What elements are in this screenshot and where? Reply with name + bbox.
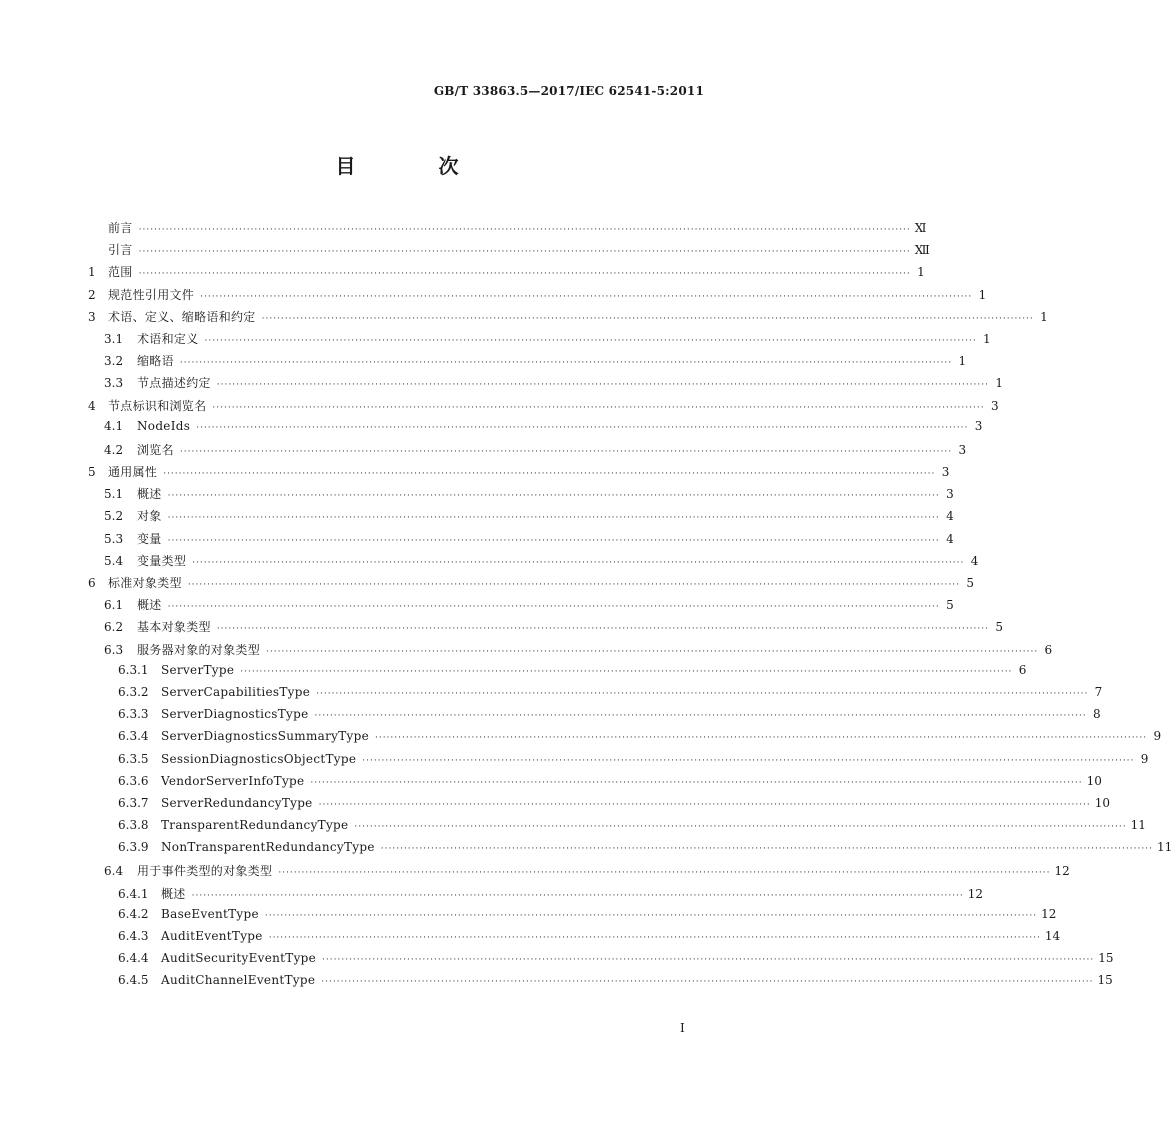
toc-entry-number: 6.4.5 <box>118 973 149 988</box>
toc-entry[interactable] <box>88 330 991 352</box>
toc-entry-label: 通用属性 <box>108 465 158 480</box>
toc-entry-page: 15 <box>1098 951 1114 966</box>
toc-entry-number: 6 <box>88 576 96 590</box>
toc-entry-label: 术语、定义、缩略语和约定 <box>108 309 256 324</box>
toc-entry-label: 基本对象类型 <box>137 620 211 635</box>
toc-entry-page: 1 <box>978 287 987 302</box>
toc-entry[interactable] <box>88 418 983 441</box>
toc-dot-leader: ········································································································································································································ <box>314 711 1087 722</box>
toc-entry[interactable] <box>88 729 1162 751</box>
toc-entry-page: 6 <box>1044 642 1053 657</box>
toc-entry-page: 10 <box>1094 795 1111 810</box>
toc-entry-page: 9 <box>1140 751 1149 766</box>
toc-dot-leader: ········································································································································································································ <box>380 844 1153 855</box>
toc-dot-leader: ········································································································································································································ <box>362 755 1135 766</box>
toc-entry-number: 6.3.5 <box>118 751 149 766</box>
toc-dot-leader: ········································································································································································································ <box>167 513 940 524</box>
toc-entry-number: 6.4.1 <box>118 886 149 901</box>
toc-entry-label: ServerType <box>161 662 235 677</box>
toc-entry-number: 5.4 <box>104 553 124 568</box>
toc-entry-number: 6.3.2 <box>118 684 149 699</box>
toc-entry-number: 3 <box>88 309 96 324</box>
toc-entry-page: 7 <box>1094 684 1103 699</box>
toc-entry[interactable] <box>88 286 987 308</box>
toc-entry[interactable] <box>88 662 1027 685</box>
toc-entry-number: 4.2 <box>104 442 124 457</box>
toc-dot-leader: ········································································································································································································ <box>191 890 964 901</box>
toc-entry-number: 6.4.3 <box>118 929 149 943</box>
toc-entry-label: AuditChannelEventType <box>161 973 316 988</box>
toc-entry[interactable] <box>88 308 1048 330</box>
toc-entry-page: 12 <box>967 886 984 901</box>
toc-entry[interactable] <box>88 885 984 907</box>
toc-dot-leader: ········································································································································································································ <box>374 733 1148 744</box>
toc-entry-number: 6.4.2 <box>118 906 149 921</box>
toc-dot-leader: ········································································································································································································ <box>322 955 1095 966</box>
toc-dot-leader: ········································································································································································································ <box>216 380 989 391</box>
toc-entry-label: 引言 <box>108 243 133 258</box>
toc-entry[interactable] <box>88 906 1057 929</box>
toc-entry-number: 5.3 <box>104 531 124 546</box>
toc-entry[interactable] <box>88 751 1149 774</box>
toc-entry-number: 6.4.4 <box>118 951 149 966</box>
toc-entry-page: 5 <box>995 620 1003 635</box>
toc-entry-label: TransparentRedundancyType <box>161 818 349 833</box>
toc-entry-page: 3 <box>958 442 967 457</box>
toc-entry[interactable] <box>88 219 927 241</box>
toc-entry-label: 术语和定义 <box>137 331 199 346</box>
toc-entry-label: 范围 <box>108 265 133 280</box>
toc-entry[interactable] <box>88 618 1003 640</box>
toc-dot-leader: ········································································································································································································ <box>212 402 985 413</box>
toc-entry-label: ServerDiagnosticsType <box>161 707 309 722</box>
toc-entry-number: 6.3 <box>104 642 124 657</box>
toc-dot-leader: ········································································································································································································ <box>240 666 1013 677</box>
toc-entry-number: 6.3.6 <box>118 773 149 788</box>
toc-dot-leader: ········································································································································································································ <box>204 335 977 346</box>
toc-entry-label: NonTransparentRedundancyType <box>161 840 375 855</box>
toc-dot-leader: ········································································································································································································ <box>167 535 940 546</box>
toc-entry[interactable] <box>88 818 1146 840</box>
toc-dot-leader: ········································································································································································································ <box>167 602 940 613</box>
toc-dot-leader: ········································································································································································································ <box>278 868 1051 879</box>
toc-entry[interactable] <box>88 397 999 419</box>
toc-entry[interactable] <box>88 352 967 374</box>
toc-entry-label: 用于事件类型的对象类型 <box>137 864 273 879</box>
toc-entry-page: 3 <box>941 465 950 480</box>
toc-entry-number: 6.3.4 <box>118 729 149 744</box>
toc-entry-page: 11 <box>1130 818 1146 833</box>
toc-entry-label: 缩略语 <box>137 354 174 369</box>
toc-entry-page: 9 <box>1153 729 1162 744</box>
toc-entry-page: 12 <box>1041 906 1057 921</box>
toc-dot-leader: ········································································································································································································ <box>138 247 911 258</box>
toc-entry-page: 15 <box>1097 973 1113 988</box>
toc-entry[interactable] <box>88 929 1061 951</box>
page-title: 目 次 <box>335 154 497 178</box>
toc-entry-number: 5 <box>88 465 96 480</box>
toc-dot-leader: ········································································································································································································ <box>196 422 969 433</box>
toc-entry-page: 3 <box>946 487 954 502</box>
toc-entry-page: 3 <box>990 398 999 413</box>
toc-entry-page: 1 <box>1040 309 1048 324</box>
toc-entry-label: 对象 <box>137 509 162 524</box>
toc-entry-label: ServerCapabilitiesType <box>161 684 311 699</box>
toc-entry-label: VendorServerInfoType <box>161 773 305 788</box>
toc-entry-number: 4.1 <box>104 418 124 433</box>
page-number: Ⅰ <box>680 1021 685 1035</box>
toc-entry-number: 5.1 <box>104 487 124 502</box>
toc-entry[interactable] <box>88 641 1053 663</box>
toc-entry-label: 变量 <box>137 531 162 546</box>
toc-entry-page: 5 <box>946 598 954 613</box>
toc-entry-page: Ⅺ <box>914 221 927 235</box>
toc-entry-page: Ⅻ <box>914 243 930 258</box>
toc-entry-page: 1 <box>958 354 967 369</box>
toc-entry-label: ServerDiagnosticsSummaryType <box>161 729 369 744</box>
toc-entry[interactable] <box>88 485 954 507</box>
toc-dot-leader: ········································································································································································································ <box>321 977 1094 988</box>
toc-entry-page: 4 <box>970 553 979 568</box>
toc-dot-leader: ········································································································································································································ <box>163 469 936 480</box>
toc-dot-leader: ········································································································································································································ <box>179 358 953 369</box>
table-of-contents <box>88 219 1172 996</box>
toc-entry-number: 3.1 <box>104 331 124 346</box>
toc-entry-label: AuditSecurityEventType <box>161 951 317 966</box>
toc-dot-leader: ········································································································································································································ <box>187 580 960 590</box>
toc-dot-leader: ········································································································································································································ <box>310 777 1083 788</box>
toc-entry-label: 服务器对象的对象类型 <box>137 642 261 657</box>
toc-entry-number: 2 <box>88 287 96 302</box>
toc-entry[interactable] <box>88 862 1070 884</box>
toc-entry-page: 1 <box>995 376 1003 391</box>
toc-dot-leader: ········································································································································································································ <box>316 688 1089 699</box>
toc-entry[interactable] <box>88 773 1102 796</box>
toc-entry-number: 3.3 <box>104 376 124 391</box>
toc-entry[interactable] <box>88 973 1113 995</box>
toc-dot-leader: ········································································································································································································ <box>216 624 989 635</box>
toc-entry[interactable] <box>88 795 1111 818</box>
toc-entry-label: 概述 <box>137 487 162 502</box>
toc-entry[interactable] <box>88 507 954 529</box>
toc-entry-page: 4 <box>946 531 954 546</box>
toc-entry-label: SessionDiagnosticsObjectType <box>161 751 357 766</box>
toc-entry[interactable] <box>88 707 1101 729</box>
toc-entry-label: AuditEventType <box>161 929 263 943</box>
toc-entry-number: 6.3.8 <box>118 818 149 833</box>
toc-entry-page: 14 <box>1044 929 1061 943</box>
toc-entry-number: 6.3.3 <box>118 707 149 722</box>
toc-entry-label: 节点描述约定 <box>137 376 211 391</box>
toc-entry-number: 6.1 <box>104 598 124 613</box>
toc-entry[interactable] <box>88 840 1172 862</box>
toc-dot-leader: ········································································································································································································ <box>354 822 1127 833</box>
toc-entry-page: 3 <box>974 418 983 433</box>
toc-entry-label: ServerRedundancyType <box>161 795 313 810</box>
toc-dot-leader: ········································································································································································································ <box>179 446 953 457</box>
toc-entry-label: 前言 <box>108 221 133 235</box>
toc-entry[interactable] <box>88 596 954 618</box>
toc-entry-page: 5 <box>966 576 974 590</box>
toc-dot-leader: ········································································································································································································ <box>268 933 1041 943</box>
toc-dot-leader: ········································································································································································································ <box>192 557 965 568</box>
toc-entry-number: 1 <box>88 265 96 280</box>
toc-entry-page: 12 <box>1054 864 1070 879</box>
toc-entry-number: 6.3.1 <box>118 662 149 677</box>
toc-entry[interactable] <box>88 241 930 263</box>
toc-entry-number: 3.2 <box>104 354 124 369</box>
toc-dot-leader: ········································································································································································································ <box>138 269 911 280</box>
toc-entry-number: 6.3.7 <box>118 795 149 810</box>
toc-dot-leader: ········································································································································································································ <box>261 313 1034 324</box>
toc-entry-page: 6 <box>1018 662 1027 677</box>
toc-entry-label: 标准对象类型 <box>108 576 182 590</box>
toc-entry-page: 4 <box>946 509 954 524</box>
toc-dot-leader: ········································································································································································································ <box>318 799 1091 810</box>
toc-entry-label: 浏览名 <box>137 442 174 457</box>
toc-entry-page: 10 <box>1086 773 1102 788</box>
toc-dot-leader: ········································································································································································································ <box>264 910 1038 921</box>
toc-entry-number: 6.3.9 <box>118 840 149 855</box>
toc-entry[interactable] <box>88 574 974 596</box>
toc-entry-label: 节点标识和浏览名 <box>108 398 207 413</box>
toc-entry-label: 变量类型 <box>137 553 187 568</box>
toc-entry-number: 4 <box>88 398 96 413</box>
toc-entry-label: NodeIds <box>137 418 191 433</box>
toc-entry-number: 5.2 <box>104 509 124 524</box>
toc-entry-page: 8 <box>1093 707 1101 722</box>
toc-entry-page: 1 <box>917 265 925 280</box>
toc-entry[interactable] <box>88 684 1103 707</box>
toc-entry[interactable] <box>88 463 950 485</box>
toc-entry-label: 规范性引用文件 <box>108 287 195 302</box>
toc-entry-number: 6.4 <box>104 864 124 879</box>
toc-dot-leader: ········································································································································································································ <box>266 646 1039 657</box>
toc-dot-leader: ········································································································································································································ <box>138 225 911 235</box>
toc-entry-number: 6.2 <box>104 620 124 635</box>
toc-dot-leader: ········································································································································································································ <box>200 291 973 302</box>
toc-entry[interactable] <box>88 951 1114 973</box>
toc-entry[interactable] <box>88 263 925 285</box>
toc-dot-leader: ········································································································································································································ <box>167 491 940 502</box>
toc-entry[interactable] <box>88 374 1003 396</box>
toc-entry-label: 概述 <box>137 598 162 613</box>
toc-entry-label: BaseEventType <box>161 906 259 921</box>
toc-entry-page: 11 <box>1156 840 1172 855</box>
standard-code-header: GB/T 33863.5—2017/IEC 62541-5:2011 <box>433 84 704 98</box>
toc-entry[interactable] <box>88 552 979 574</box>
toc-entry-label: 概述 <box>161 886 186 901</box>
toc-entry-page: 1 <box>983 331 991 346</box>
toc-entry[interactable] <box>88 441 967 463</box>
toc-entry[interactable] <box>88 530 954 552</box>
